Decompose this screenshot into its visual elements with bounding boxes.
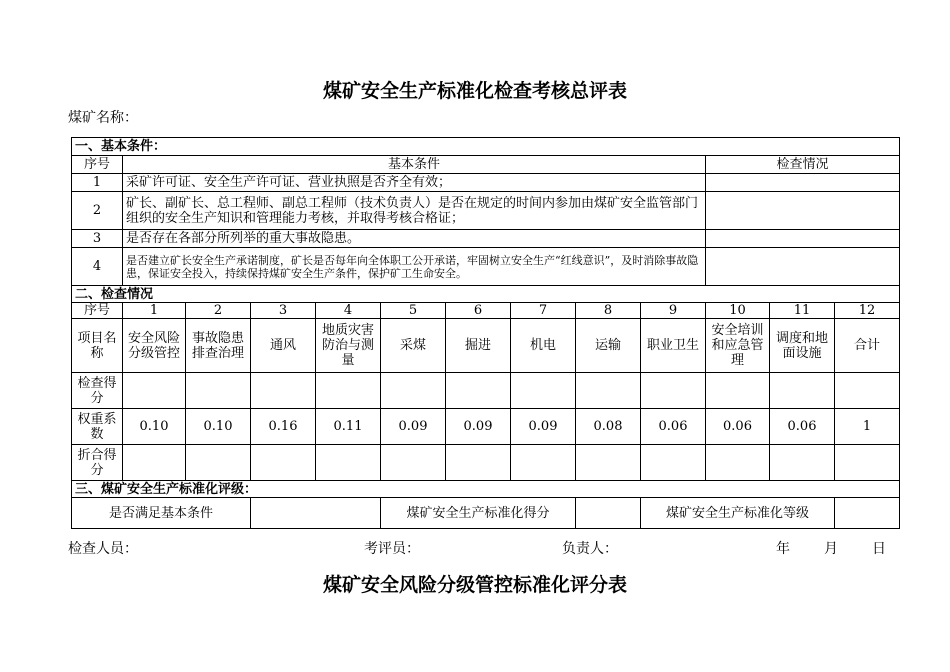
- mine-name-label: 煤矿名称：: [68, 110, 138, 126]
- score-cell[interactable]: [706, 373, 770, 409]
- converted-cell[interactable]: [446, 445, 511, 481]
- score-cell[interactable]: [251, 373, 316, 409]
- item-number: 9: [641, 303, 706, 319]
- condition-no: 4: [72, 248, 123, 286]
- section1-col-condition: 基本条件: [123, 156, 706, 174]
- score-cell[interactable]: [641, 373, 706, 409]
- basic-condition-label: 是否满足基本条件: [72, 498, 251, 529]
- condition-check-cell[interactable]: [706, 174, 900, 192]
- date-day-label: 日: [872, 541, 886, 557]
- section1-heading: 一、基本条件：: [72, 138, 900, 156]
- section2-heading: 二、检查情况: [72, 286, 900, 303]
- item-name: 运输: [576, 319, 641, 373]
- converted-cell[interactable]: [576, 445, 641, 481]
- weight-value: 0.06: [706, 409, 770, 445]
- weight-value: 0.06: [641, 409, 706, 445]
- weight-value: 0.10: [186, 409, 251, 445]
- section1-col-no: 序号: [72, 156, 123, 174]
- weight-value: 1: [835, 409, 900, 445]
- converted-cell[interactable]: [123, 445, 186, 481]
- evaluation-table: [71, 137, 900, 529]
- item-number: 11: [770, 303, 835, 319]
- section3-heading: 三、煤矿安全生产标准化评级：: [72, 481, 900, 498]
- weight-value: 0.06: [770, 409, 835, 445]
- item-number: 12: [835, 303, 900, 319]
- condition-text: 采矿许可证、安全生产许可证、营业执照是否齐全有效；: [123, 174, 706, 192]
- item-name-label: 项目名称: [72, 319, 123, 373]
- score-cell[interactable]: [576, 373, 641, 409]
- weight-value: 0.09: [446, 409, 511, 445]
- condition-text: 是否建立矿长安全生产承诺制度，矿长是否每年向全体职工公开承诺，牢固树立安全生产“红线意识”，及时消除事故隐患，保证安全投入，持续保持煤矿安全生产条件，保护矿工生命安全。: [123, 248, 706, 286]
- item-name: 调度和地面设施: [770, 319, 835, 373]
- condition-no: 3: [72, 230, 123, 248]
- weight-value: 0.11: [316, 409, 381, 445]
- converted-cell[interactable]: [381, 445, 446, 481]
- item-name: 合计: [835, 319, 900, 373]
- score-cell[interactable]: [835, 373, 900, 409]
- converted-cell[interactable]: [641, 445, 706, 481]
- score-cell[interactable]: [123, 373, 186, 409]
- converted-cell[interactable]: [251, 445, 316, 481]
- inspector-label: 检查人员：: [68, 541, 138, 557]
- basic-condition-cell[interactable]: [251, 498, 381, 529]
- converted-cell[interactable]: [316, 445, 381, 481]
- score-cell[interactable]: [770, 373, 835, 409]
- reviewer-label: 考评员：: [364, 541, 420, 557]
- item-name: 安全风险分级管控: [123, 319, 186, 373]
- condition-text: 矿长、副矿长、总工程师、副总工程师（技术负责人）是否在规定的时间内参加由煤矿安全监管部门组织的安全生产知识和管理能力考核，并取得考核合格证；: [123, 192, 706, 230]
- weight-value: 0.16: [251, 409, 316, 445]
- document-title: 煤矿安全生产标准化检查考核总评表: [322, 80, 627, 102]
- converted-cell[interactable]: [770, 445, 835, 481]
- converted-label: 折合得分: [72, 445, 123, 481]
- section1-col-check: 检查情况: [706, 156, 900, 174]
- item-name: 地质灾害防治与测量: [316, 319, 381, 373]
- converted-cell[interactable]: [706, 445, 770, 481]
- date-month-label: 月: [824, 541, 838, 557]
- score-label: 检查得分: [72, 373, 123, 409]
- standard-grade-cell[interactable]: [835, 498, 900, 529]
- condition-check-cell[interactable]: [706, 248, 900, 286]
- score-cell[interactable]: [316, 373, 381, 409]
- item-number: 10: [706, 303, 770, 319]
- item-name: 机电: [511, 319, 576, 373]
- converted-cell[interactable]: [511, 445, 576, 481]
- item-number: 8: [576, 303, 641, 319]
- weight-value: 0.10: [123, 409, 186, 445]
- item-name: 通风: [251, 319, 316, 373]
- item-name: 事故隐患排查治理: [186, 319, 251, 373]
- item-name: 安全培训和应急管理: [706, 319, 770, 373]
- condition-no: 1: [72, 174, 123, 192]
- item-name: 采煤: [381, 319, 446, 373]
- condition-check-cell[interactable]: [706, 230, 900, 248]
- row-no-label: 序号: [72, 303, 123, 319]
- score-cell[interactable]: [186, 373, 251, 409]
- item-name: 掘进: [446, 319, 511, 373]
- date-year-label: 年: [776, 541, 790, 557]
- condition-no: 2: [72, 192, 123, 230]
- weight-value: 0.09: [381, 409, 446, 445]
- standard-score-label: 煤矿安全生产标准化得分: [381, 498, 576, 529]
- item-number: 6: [446, 303, 511, 319]
- score-cell[interactable]: [381, 373, 446, 409]
- responsible-label: 负责人：: [562, 541, 618, 557]
- next-table-title: 煤矿安全风险分级管控标准化评分表: [322, 574, 627, 596]
- weight-value: 0.08: [576, 409, 641, 445]
- condition-check-cell[interactable]: [706, 192, 900, 230]
- item-number: 5: [381, 303, 446, 319]
- converted-cell[interactable]: [835, 445, 900, 481]
- score-cell[interactable]: [511, 373, 576, 409]
- weight-label: 权重系数: [72, 409, 123, 445]
- score-cell[interactable]: [446, 373, 511, 409]
- condition-text: 是否存在各部分所列举的重大事故隐患。: [123, 230, 706, 248]
- item-number: 4: [316, 303, 381, 319]
- standard-grade-label: 煤矿安全生产标准化等级: [641, 498, 835, 529]
- item-number: 2: [186, 303, 251, 319]
- item-number: 1: [123, 303, 186, 319]
- item-number: 7: [511, 303, 576, 319]
- converted-cell[interactable]: [186, 445, 251, 481]
- weight-value: 0.09: [511, 409, 576, 445]
- item-number: 3: [251, 303, 316, 319]
- standard-score-cell[interactable]: [576, 498, 641, 529]
- item-name: 职业卫生: [641, 319, 706, 373]
